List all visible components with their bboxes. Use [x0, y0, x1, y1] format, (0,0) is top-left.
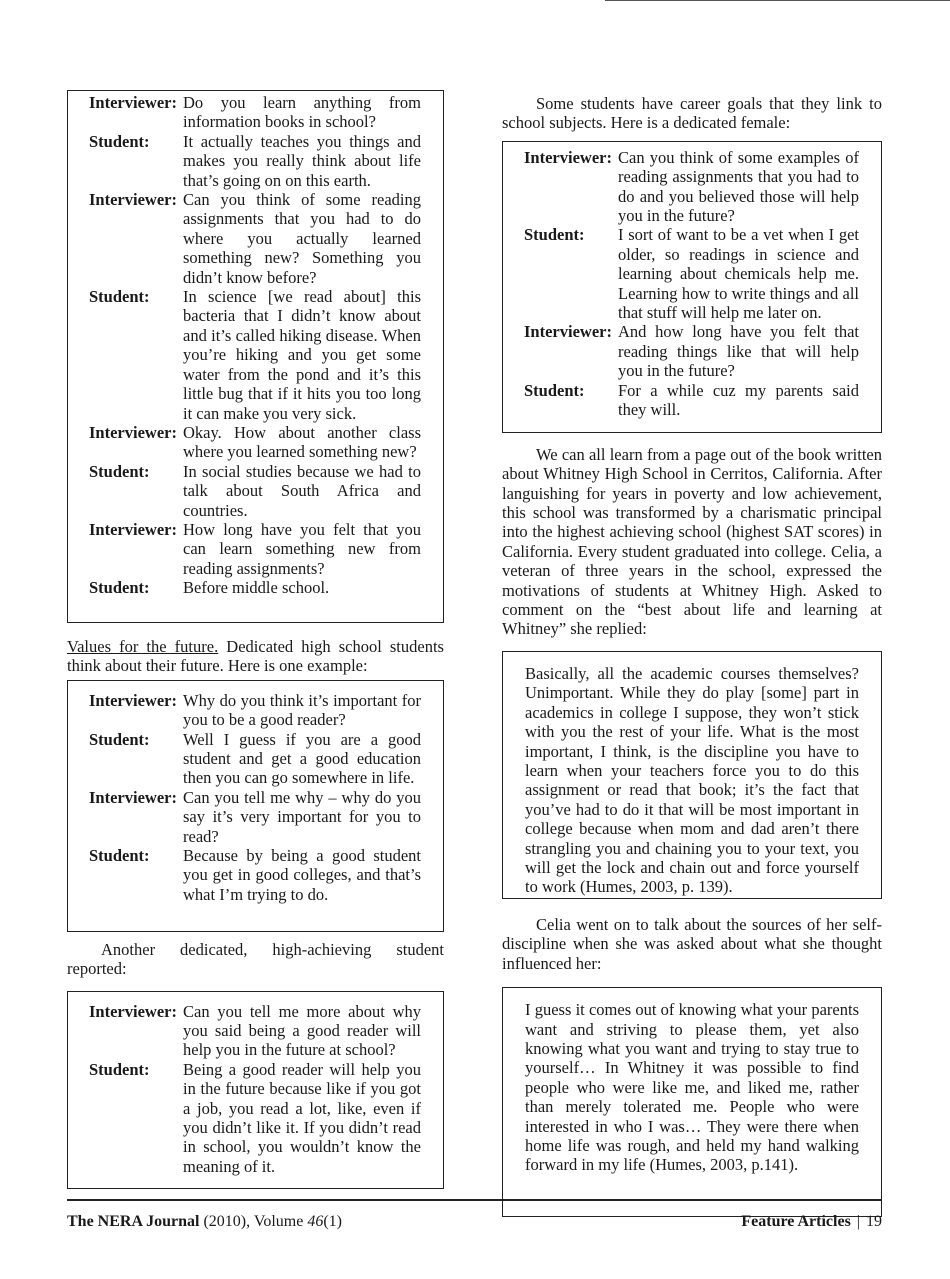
- dialogue-turn: [524, 148, 859, 226]
- dialogue-turn: [89, 93, 421, 132]
- speaker-label: Student:: [89, 578, 150, 598]
- right-column: [502, 94, 882, 1217]
- section-name: Feature Articles: [741, 1213, 851, 1230]
- another-paragraph: Another dedicated, high-achieving student reported:: [67, 939, 444, 979]
- interview-box-4: [502, 141, 882, 433]
- top-border-line: [605, 0, 950, 1]
- page-info: [741, 1212, 882, 1231]
- journal-volume: 46: [307, 1213, 324, 1230]
- values-paragraph: [67, 637, 444, 676]
- speaker-label: Interviewer:: [89, 1001, 177, 1021]
- speaker-label: Student:: [524, 225, 585, 245]
- utterance: Can you think of some examples of reading assignments that you had to do and you believed those will help you in the future?: [618, 147, 859, 226]
- values-text: Dedicated high school students think about their future. Here is one example:: [67, 637, 444, 676]
- dialogue-turn: [89, 1002, 421, 1060]
- dialogue-turn: [89, 691, 421, 730]
- journal-name: The NERA Journal: [67, 1213, 200, 1230]
- speaker-label: Student:: [89, 729, 150, 749]
- dialogue-turn: [89, 132, 421, 190]
- speaker-label: Student:: [524, 380, 585, 400]
- dialogue-turn: [89, 1060, 421, 1176]
- utterance: Can you tell me why – why do you say it’s very important for you to read?: [183, 787, 421, 846]
- speaker-label: Interviewer:: [524, 147, 612, 167]
- utterance: Okay. How about another class where you learned something new?: [183, 422, 421, 462]
- section-heading: Values for the future.: [67, 637, 219, 656]
- interview-box-2: [67, 680, 444, 932]
- footer-divider: |: [856, 1213, 860, 1230]
- page-number: 19: [866, 1213, 882, 1230]
- journal-year: (2010), Volume: [199, 1213, 308, 1230]
- quote-text: I guess it comes out of knowing what your parents want and striving to please them, yet also knowing what you want and trying to stay true to yourself… In Whitney it was possible to find people who were like me, and liked me, rather than merely tolerated me. People who were interested in who I was… They were there when home life was rough, and held my hand walking forward in my life (Humes, 2003, p.141).: [525, 1000, 859, 1175]
- dialogue-turn: [524, 381, 859, 420]
- dialogue-turn: [89, 190, 421, 287]
- dialogue-turn: [89, 287, 421, 423]
- utterance: Why do you think it’s important for you to be a good reader?: [183, 690, 421, 730]
- interview-box-3: [67, 991, 444, 1189]
- utterance: Being a good reader will help you in the future because like if you got a job, you read a lot, like, even if you didn’t like it. If you didn’t read in school, you wouldn’t know the meaning of it.: [183, 1059, 421, 1176]
- utterance: Because by being a good student you get in good colleges, and that’s what I’m trying to do.: [183, 846, 421, 904]
- speaker-label: Interviewer:: [89, 93, 177, 112]
- speaker-label: Interviewer:: [89, 690, 177, 710]
- utterance: It actually teaches you things and makes you really think about life that’s going on on this earth.: [183, 131, 421, 190]
- dialogue-turn: [89, 462, 421, 520]
- dialogue-turn: [89, 520, 421, 578]
- speaker-label: Student:: [89, 287, 150, 307]
- quote-text: Basically, all the academic courses themselves? Unimportant. While they do play [some] part in academics in college I suppose, they won’t stick with you the rest of your life. What is the most important, I think, is the discipline you have to learn when your teachers force you to do this assignment or read that book; it’s the fact that you’ve had to do it that will be most important in college because when mom and dad aren’t there strangling you and chaining you to your text, you will get the lock and chain out and force yourself to work (Humes, 2003, p. 139).: [525, 663, 859, 897]
- utterance: In science [we read about] this bacteria that I didn’t know about and it’s called hiking disease. When you’re hiking and you get some water from the pond and it’s this little bug that if it hits you too long it can make you very sick.: [183, 287, 421, 423]
- dialogue-turn: [89, 730, 421, 788]
- dialogue-turn: [524, 322, 859, 380]
- left-column: [67, 90, 444, 1189]
- utterance: Well I guess if you are a good student and get a good education then you can go somewhere in life.: [183, 729, 421, 788]
- utterance: How long have you felt that you can learn something new from reading assignments?: [183, 519, 421, 578]
- utterance: Before middle school.: [183, 578, 330, 598]
- dialogue-turn: [89, 423, 421, 462]
- speaker-label: Student:: [89, 1059, 150, 1079]
- speaker-label: Interviewer:: [89, 787, 177, 807]
- dialogue-turn: [524, 225, 859, 322]
- dialogue-turn: [89, 846, 421, 904]
- dialogue-turn: [89, 788, 421, 846]
- speaker-label: Student:: [89, 461, 150, 481]
- speaker-label: Student:: [89, 131, 150, 151]
- speaker-label: Interviewer:: [524, 322, 612, 342]
- speaker-label: Interviewer:: [89, 422, 177, 442]
- speaker-label: Interviewer:: [89, 519, 177, 539]
- utterance: And how long have you felt that reading things like that will help you in the future?: [618, 322, 859, 381]
- celia-paragraph: Celia went on to talk about the sources of her self-discipline when she was asked about what she thought influenced her:: [502, 914, 882, 973]
- utterance: I sort of want to be a vet when I get older, so readings in science and learning about chemicals help me. Learning how to write things and all that stuff will help me later on.: [618, 225, 859, 323]
- quote-box-1: [502, 651, 882, 899]
- utterance: Can you tell me more about why you said being a good reader will help you in the future at school?: [183, 1001, 421, 1060]
- speaker-label: Interviewer:: [89, 190, 177, 210]
- quote-box-2: [502, 987, 882, 1217]
- utterance: Do you learn anything from information books in school?: [183, 93, 421, 132]
- dialogue-turn: [89, 578, 421, 597]
- speaker-label: Student:: [89, 846, 150, 866]
- footer-rule: [67, 1199, 882, 1201]
- intro-paragraph: Some students have career goals that they link to school subjects. Here is a dedicated female:: [502, 94, 882, 133]
- journal-citation: [67, 1212, 342, 1231]
- interview-box-1: [67, 90, 444, 623]
- journal-issue: (1): [323, 1213, 342, 1230]
- utterance: For a while cuz my parents said they will.: [618, 380, 859, 420]
- utterance: In social studies because we had to talk about South Africa and countries.: [183, 461, 421, 520]
- utterance: Can you think of some reading assignments that you had to do where you actually learned something new? Something you didn’t know before?: [183, 190, 421, 287]
- whitney-paragraph: We can all learn from a page out of the book written about Whitney High School in Cerritos, California. After languishing for years in poverty and low achievement, this school was transformed by a charismatic principal into the highest achieving school (highest SAT scores) in California. Every student graduated into college. Celia, a veteran of three years in the school, expressed the motivations of students at Whitney High. Asked to comment on the “best about life and learning at Whitney” she replied:: [502, 444, 882, 639]
